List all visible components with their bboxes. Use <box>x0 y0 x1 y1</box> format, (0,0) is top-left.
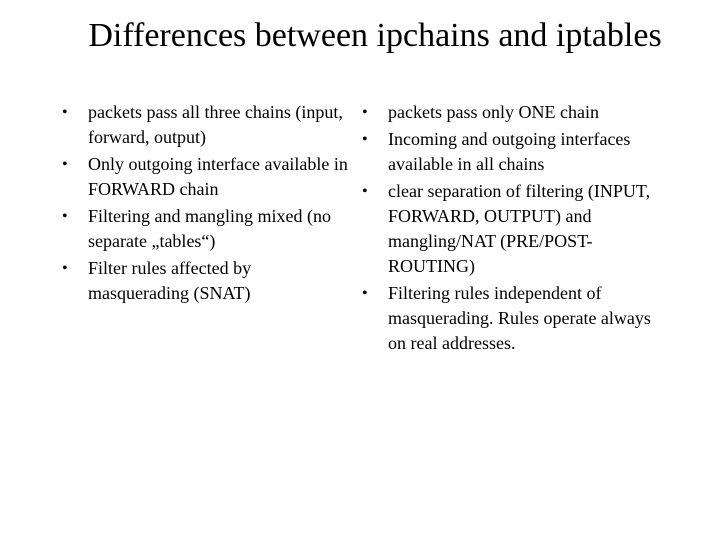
bullet-text: Filtering and mangling mixed (no separate „tables“) <box>88 206 331 251</box>
list-item <box>362 281 660 356</box>
bullet-icon: • <box>62 208 68 225</box>
list-item <box>362 179 660 279</box>
list-item <box>362 100 660 125</box>
bullet-icon: • <box>362 104 368 121</box>
list-item <box>62 152 352 202</box>
list-item <box>62 256 352 306</box>
bullet-text: Filter rules affected by masquerading (SNAT) <box>88 258 252 303</box>
list-item <box>62 204 352 254</box>
slide-title: Differences between ipchains and iptables <box>88 17 662 54</box>
list-item <box>362 127 660 177</box>
bullet-icon: • <box>362 285 368 302</box>
bullet-text: Filtering rules independent of masquerading. Rules operate always on real addresses. <box>388 283 651 353</box>
bullet-text: clear separation of filtering (INPUT, FORWARD, OUTPUT) and mangling/NAT (PRE/POST-ROUTING) <box>388 181 651 276</box>
bullet-icon: • <box>62 104 68 121</box>
bullet-text: Incoming and outgoing interfaces available in all chains <box>388 129 631 174</box>
bullet-icon: • <box>362 183 368 200</box>
bullet-text: packets pass only ONE chain <box>388 102 599 122</box>
bullet-icon: • <box>362 131 368 148</box>
list-item <box>62 100 352 150</box>
bullet-icon: • <box>62 260 68 277</box>
bullet-text: Only outgoing interface available in FORWARD chain <box>88 154 348 199</box>
bullet-icon: • <box>62 156 68 173</box>
bullet-text: packets pass all three chains (input, forward, output) <box>88 102 343 147</box>
iptables-bullet-list <box>362 100 660 358</box>
ipchains-bullet-list <box>62 100 352 308</box>
